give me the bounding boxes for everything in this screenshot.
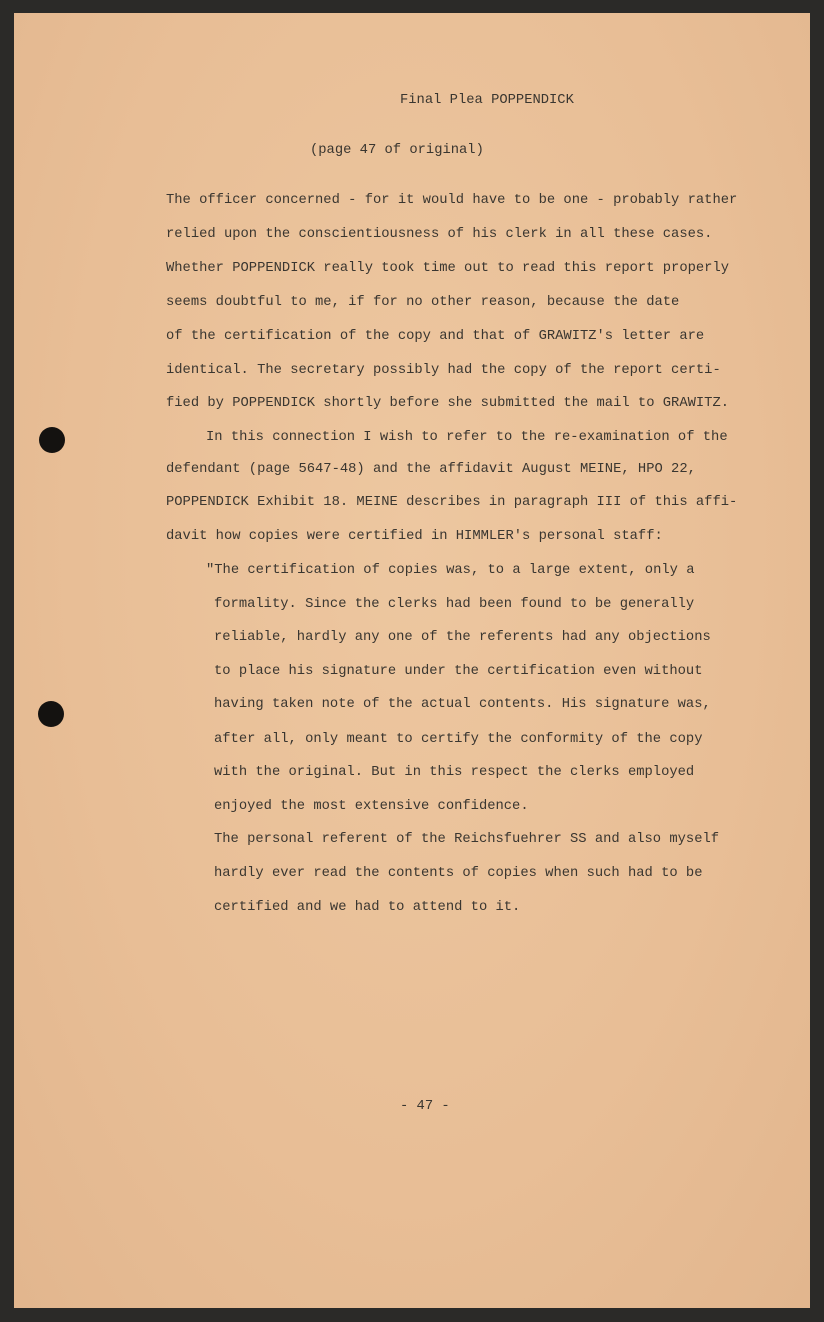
text-line: POPPENDICK Exhibit 18. MEINE describes in paragraph III of this affi-: [166, 495, 738, 510]
text-line: davit how copies were certified in HIMMLER's personal staff:: [166, 529, 663, 544]
text-line: defendant (page 5647-48) and the affidavit August MEINE, HPO 22,: [166, 462, 696, 477]
text-line: formality. Since the clerks had been found to be generally: [214, 597, 695, 612]
text-line: Whether POPPENDICK really took time out to read this report properly: [166, 261, 730, 276]
document-title: Final Plea POPPENDICK: [400, 93, 574, 108]
punch-hole: [38, 701, 64, 727]
text-line: seems doubtful to me, if for no other reason, because the date: [166, 295, 680, 310]
text-line: identical. The secretary possibly had the copy of the report certi-: [166, 363, 721, 378]
text-line: after all, only meant to certify the conformity of the copy: [214, 732, 703, 747]
page-number: - 47 -: [400, 1099, 450, 1114]
text-line: The officer concerned - for it would have to be one - probably rather: [166, 193, 738, 208]
text-line: of the certification of the copy and that of GRAWITZ's letter are: [166, 329, 705, 344]
text-line: The personal referent of the Reichsfuehrer SS and also myself: [214, 832, 720, 847]
text-line: "The certification of copies was, to a large extent, only a: [206, 563, 695, 578]
text-line: enjoyed the most extensive confidence.: [214, 799, 529, 814]
text-line: having taken note of the actual contents. His signature was,: [214, 697, 711, 712]
text-line: hardly ever read the contents of copies when such had to be: [214, 866, 703, 881]
text-line: reliable, hardly any one of the referents had any objections: [214, 630, 711, 645]
document-subtitle: (page 47 of original): [310, 143, 484, 158]
text-line: In this connection I wish to refer to the re-examination of the: [206, 430, 728, 445]
text-line: with the original. But in this respect the clerks employed: [214, 765, 695, 780]
document-page: [14, 13, 810, 1308]
text-line: fied by POPPENDICK shortly before she submitted the mail to GRAWITZ.: [166, 396, 730, 411]
text-line: certified and we had to attend to it.: [214, 900, 521, 915]
punch-hole: [39, 427, 65, 453]
text-line: relied upon the conscientiousness of his clerk in all these cases.: [166, 227, 713, 242]
text-line: to place his signature under the certification even without: [214, 664, 703, 679]
